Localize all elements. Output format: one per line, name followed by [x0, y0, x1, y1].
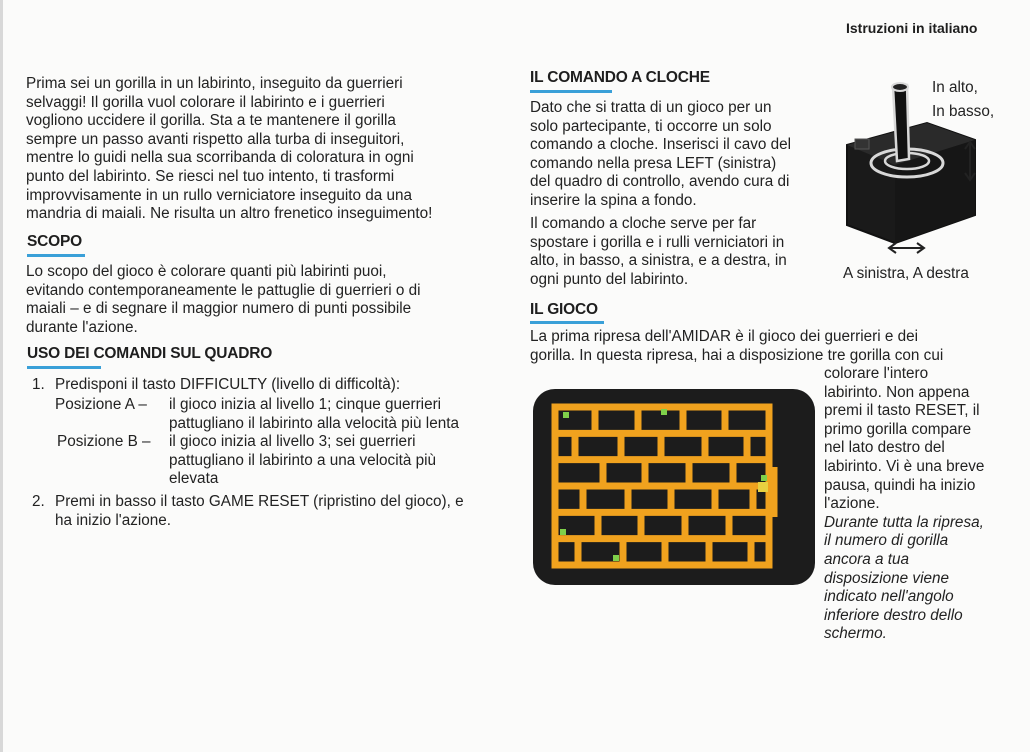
reset-line: ha inizio l'azione.: [55, 511, 172, 529]
gioco-side-line: primo gorilla compare: [824, 420, 972, 438]
comando-line: spostare i gorilla e i rulli verniciatori in: [530, 233, 785, 251]
label-left-right: A sinistra, A destra: [843, 265, 969, 282]
list-number: 1.: [32, 376, 45, 393]
warrior-sprite: [661, 409, 667, 415]
scopo-underline: [27, 254, 85, 257]
gioco-side-line: colorare l'intero: [824, 365, 929, 382]
intro-line: vogliono uccidere il gorilla. Sta a te mantenere il gorilla: [26, 112, 396, 130]
comando-underline: [530, 90, 612, 93]
comando-line: Il comando a cloche serve per far: [530, 215, 757, 232]
intro-line: sempre un passo avanti rispetto alla turba di inseguitori,: [26, 130, 405, 148]
comando-line: inserire la spina a fondo.: [530, 191, 697, 209]
gioco-line: gorilla. In questa ripresa, hai a disposizione tre gorilla con cui: [530, 346, 944, 364]
gioco-side-text: [824, 365, 1024, 644]
reset-line: Premi in basso il tasto GAME RESET (ripristino del gioco), e: [55, 493, 464, 510]
gioco-side-line: nel lato destro del: [824, 439, 945, 457]
posB-line: il gioco inizia al livello 3; sei guerrieri: [169, 433, 416, 450]
comando-line: del quadro di controllo, avendo cura di: [530, 173, 790, 191]
gioco-underline: [530, 321, 604, 324]
maze: [555, 407, 775, 565]
joystick-illustration: [835, 75, 1025, 265]
page-language-label: Istruzioni in italiano: [846, 20, 978, 36]
comando-heading: IL COMANDO A CLOCHE: [530, 69, 710, 86]
intro-paragraph: [26, 75, 526, 224]
gorilla-sprite: [758, 482, 768, 492]
warrior-sprite: [563, 412, 569, 418]
comando-line: alto, in basso, a sinistra, e a destra, in: [530, 252, 787, 270]
difficulty-instruction: Predisponi il tasto DIFFICULTY (livello di difficoltà):: [55, 376, 401, 393]
gioco-side-line: premi il tasto RESET, il: [824, 402, 980, 420]
gioco-intro: [530, 328, 1020, 365]
posA-label: Posizione A –: [55, 396, 147, 413]
comando-line: solo partecipante, ti occorre un solo: [530, 117, 772, 135]
posB-line: pattugliano il labirinto a una velocità più: [169, 451, 437, 469]
comando-paragraph-2: [530, 215, 840, 289]
intro-line: mandria di maiali. Ne risulta un altro frenetico inseguimento!: [26, 205, 433, 223]
posA-line: il gioco inizia al livello 1; cinque guerrieri: [169, 396, 442, 413]
gioco-italic-line: il numero di gorilla: [824, 532, 949, 550]
comando-line: Dato che si tratta di un gioco per un: [530, 99, 772, 116]
game-screen-illustration: [533, 387, 815, 587]
gioco-side-line: labirinto. Non appena: [824, 383, 970, 401]
uso-heading: USO DEI COMANDI SUL QUADRO: [27, 345, 273, 362]
gioco-italic-line: schermo.: [824, 625, 887, 643]
comando-line: comando a cloche. Inserisci il cavo del: [530, 136, 792, 154]
posB-line: elevata: [169, 470, 219, 488]
reset-instruction: [55, 493, 525, 530]
gioco-side-line: pausa, quindi ha inizio: [824, 476, 976, 494]
intro-line: selvaggi! Il gorilla vuol colorare il labirinto e i guerrieri: [26, 93, 385, 111]
gioco-italic-line: indicato nell'angolo: [824, 588, 954, 606]
scopo-line: evitando contemporaneamente le pattuglie di guerrieri o di: [26, 281, 421, 299]
warrior-sprite: [761, 475, 767, 481]
gioco-side-line: l'azione.: [824, 495, 880, 513]
intro-line: Prima sei un gorilla in un labirinto, inseguito da guerrieri: [26, 75, 403, 92]
intro-line: punto del labirinto. Se riesci nel tuo intento, ti trasformi: [26, 167, 395, 185]
intro-line: improvvisamente in un rullo verniciatore inseguito da una: [26, 186, 413, 204]
uso-underline: [27, 366, 101, 369]
warrior-sprite: [560, 529, 566, 535]
gioco-line: La prima ripresa dell'AMIDAR è il gioco dei guerrieri e dei: [530, 328, 919, 345]
gioco-italic-line: disposizione viene: [824, 569, 950, 587]
comando-paragraph-1: [530, 99, 840, 211]
scopo-line: maiali – e di segnare il maggior numero di punti possibile: [26, 300, 412, 318]
page-edge: [0, 0, 3, 752]
posB-label: Posizione B –: [57, 433, 151, 450]
warrior-sprite: [613, 555, 619, 561]
gioco-side-line: labirinto. Vi è una breve: [824, 457, 985, 475]
list-number: 2.: [32, 493, 45, 510]
posA-text: [169, 396, 519, 433]
posB-text: [169, 433, 519, 489]
intro-line: mentre lo guidi nella sua scorribanda di coloratura in ogni: [26, 149, 414, 167]
label-up: In alto,: [932, 79, 978, 96]
label-down: In basso,: [932, 103, 995, 120]
gioco-heading: IL GIOCO: [530, 301, 598, 318]
gioco-italic-line: ancora a tua: [824, 550, 910, 568]
scopo-heading: SCOPO: [27, 233, 82, 250]
scopo-line: Lo scopo del gioco è colorare quanti più labirinti puoi,: [26, 263, 387, 280]
comando-line: comando nella presa LEFT (sinistra): [530, 154, 777, 172]
gioco-italic-line: Durante tutta la ripresa,: [824, 513, 984, 531]
comando-line: ogni punto del labirinto.: [530, 270, 689, 288]
scopo-line: durante l'azione.: [26, 318, 138, 336]
gioco-italic-line: inferiore destro dello: [824, 606, 963, 624]
scopo-paragraph: [26, 263, 526, 337]
posA-line: pattugliano il labirinto alla velocità più lenta: [169, 414, 459, 432]
